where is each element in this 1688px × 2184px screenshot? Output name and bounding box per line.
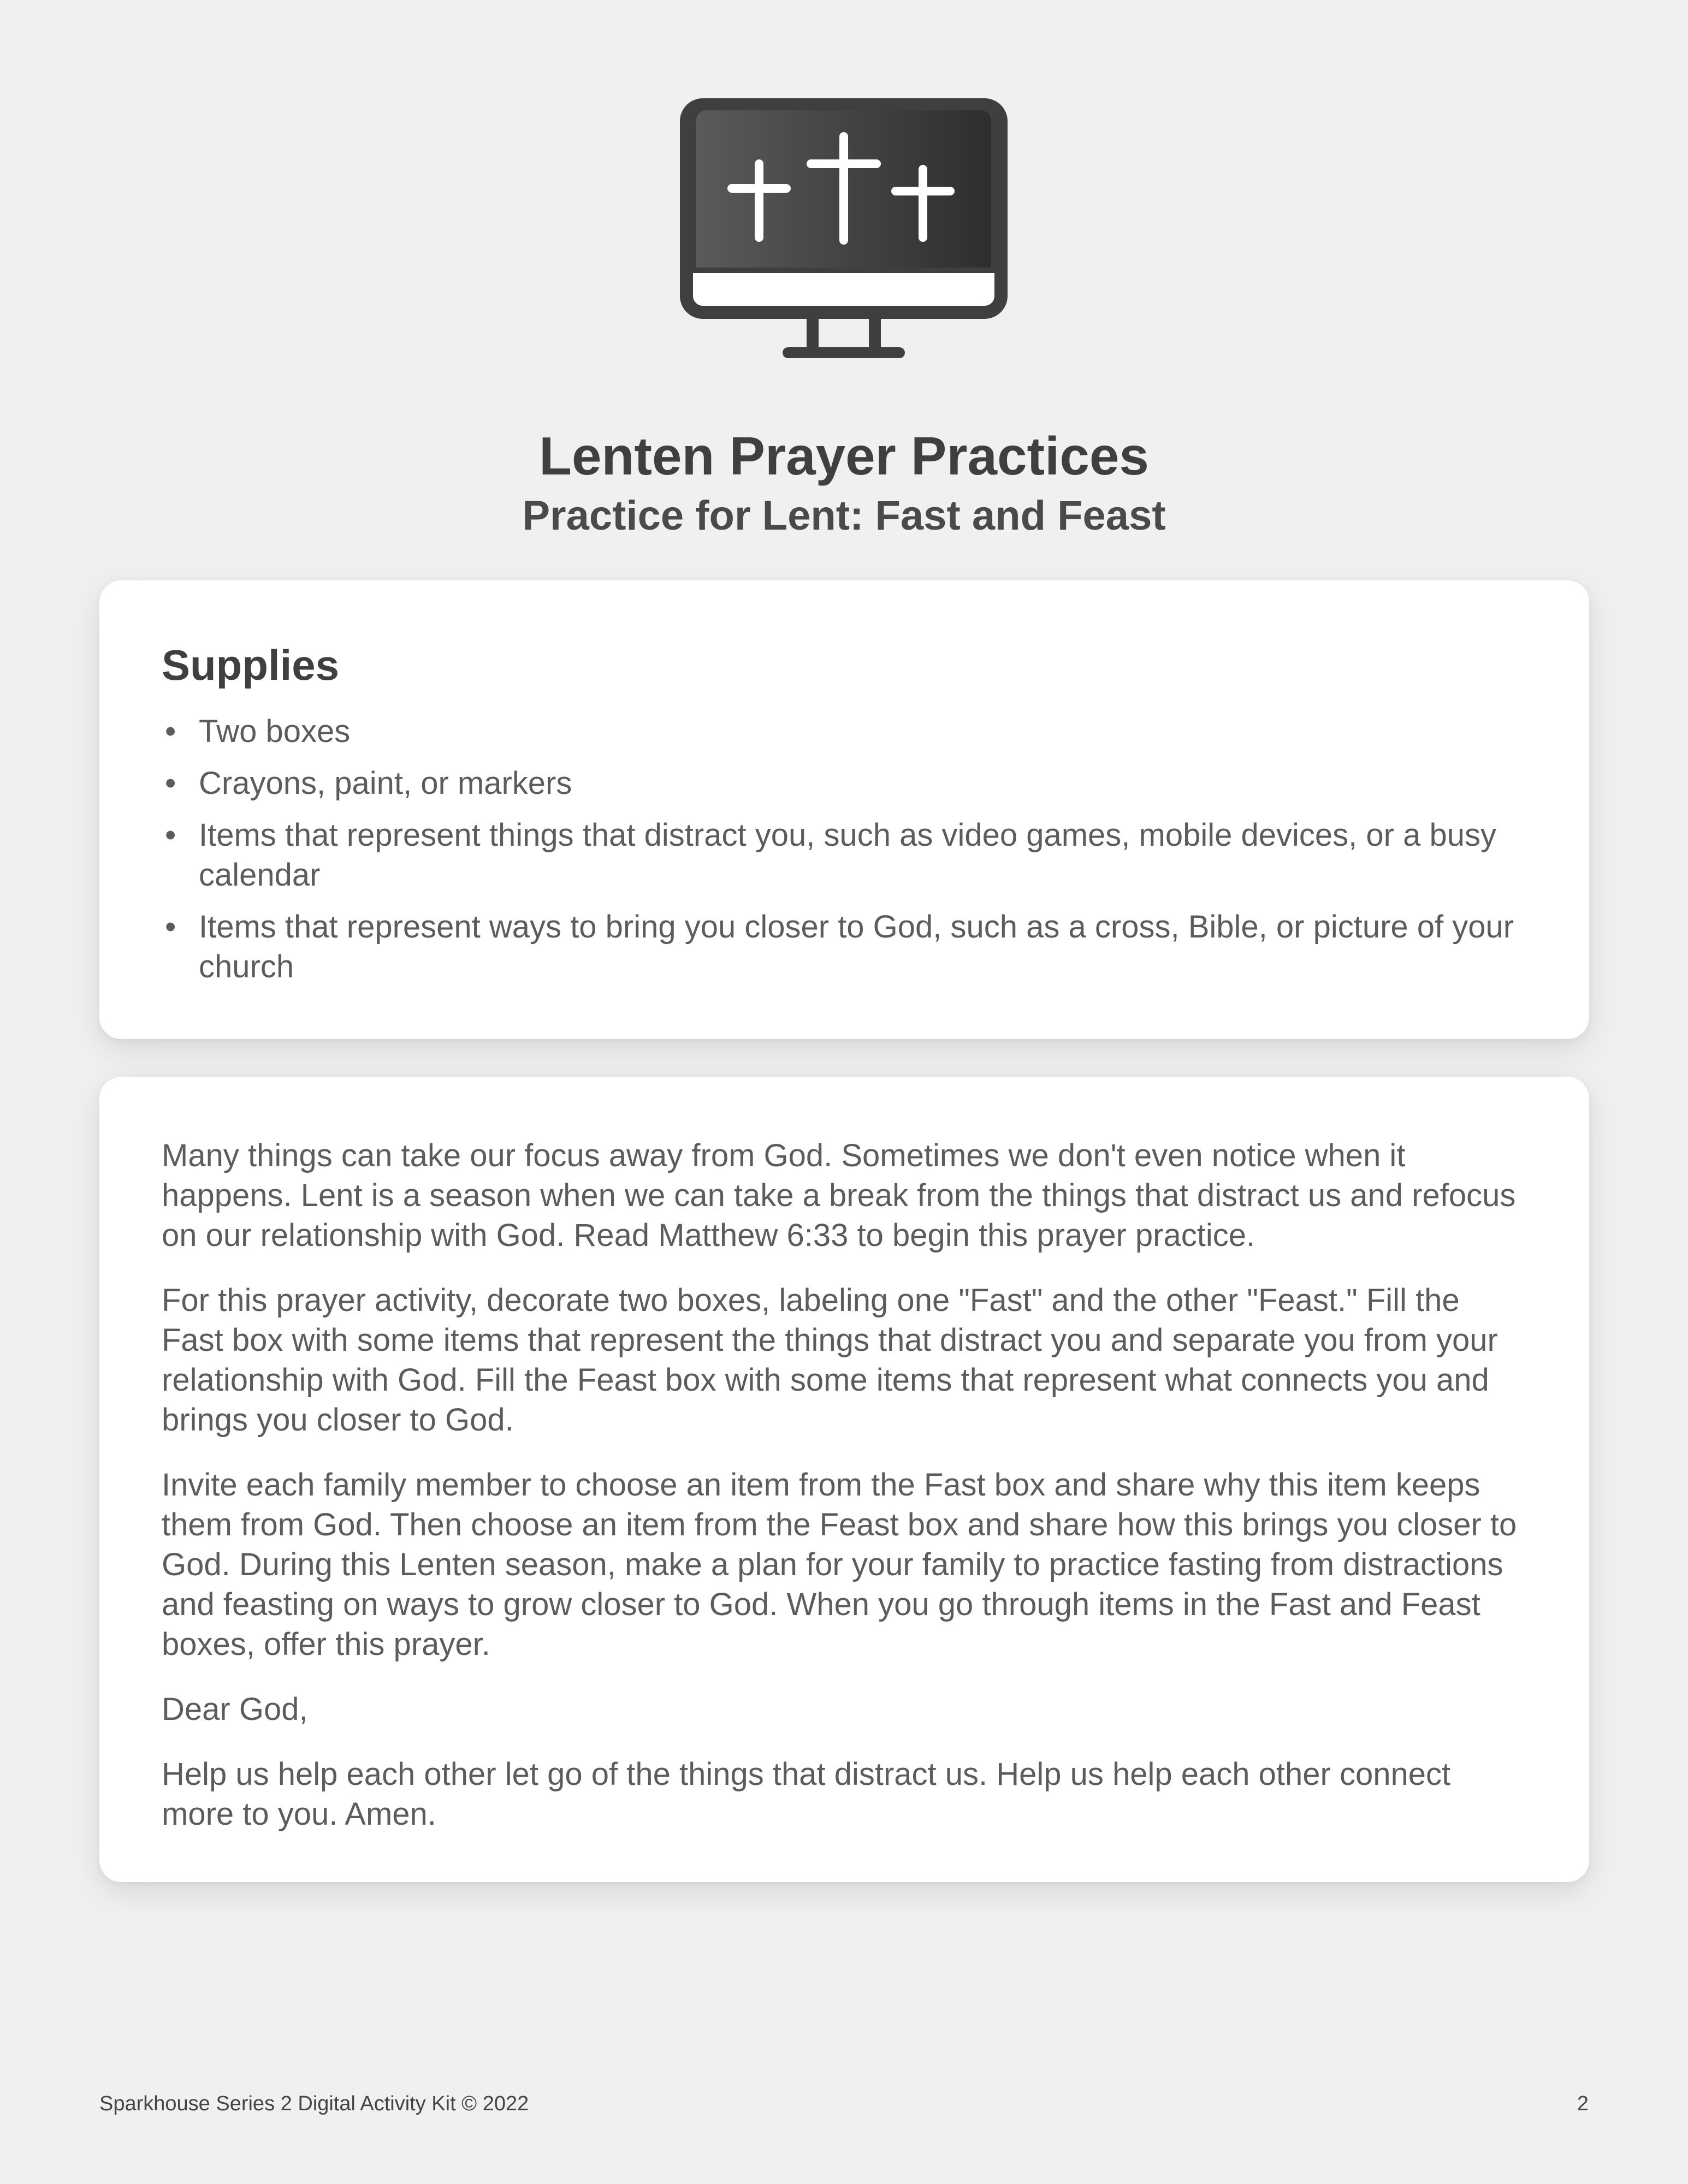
list-item: [162, 763, 1527, 803]
page-subtitle: Practice for Lent: Fast and Feast: [522, 492, 1166, 539]
prayer-text: Help us help each other let go of the things that distract us. Help us help each other connect more to you. Amen.: [162, 1756, 1451, 1832]
family-paragraph: Invite each family member to choose an item from the Fast box and share why this item keeps them from God. Then choose an item from the Feast box and share how this brings you closer to God. During this Lenten season, make a plan for your family to practice fasting from distractions and feasting on ways to grow closer to God. When you go through items in the Fast and Feast boxes, offer this prayer.: [162, 1467, 1517, 1662]
supplies-list: [162, 711, 1527, 987]
bullet-icon: •: [165, 909, 176, 945]
prayer-salutation: Dear God,: [162, 1692, 308, 1727]
supplies-heading: Supplies: [162, 641, 340, 689]
title-block: [0, 423, 1688, 543]
bullet-icon: •: [165, 765, 176, 801]
list-item: [162, 711, 1527, 751]
monitor-with-three-crosses-icon: [680, 98, 1008, 363]
intro-paragraph: Many things can take our focus away from God. Sometimes we don't even notice when it happens. Lent is a season when we can take a break from the things that distract us and refocus on our relationship with God. Read Matthew 6:33 to begin this prayer practice.: [162, 1138, 1516, 1253]
list-item: [162, 907, 1527, 987]
bullet-icon: •: [165, 714, 176, 749]
supplies-card: [99, 580, 1589, 1039]
page-number: 2: [1577, 2092, 1589, 2115]
footer-copyright: Sparkhouse Series 2 Digital Activity Kit © 2022: [99, 2092, 529, 2115]
activity-paragraph: For this prayer activity, decorate two boxes, labeling one "Fast" and the other "Feast." Fill the Fast box with some items that represent the things that distract you and separate you from your relationship with God. Fill the Feast box with some items that represent what connects you and brings you closer to God.: [162, 1283, 1498, 1438]
page-title: Lenten Prayer Practices: [539, 426, 1149, 486]
bullet-icon: •: [165, 817, 176, 853]
instructions-card: [99, 1077, 1589, 1882]
list-item: [162, 815, 1527, 895]
supply-item-text: Items that represent things that distract you, such as video games, mobile devices, or a busy calendar: [199, 817, 1496, 893]
supply-item-text: Items that represent ways to bring you closer to God, such as a cross, Bible, or picture of your church: [199, 909, 1514, 984]
supply-item-text: Crayons, paint, or markers: [199, 765, 572, 801]
supply-item-text: Two boxes: [199, 714, 351, 749]
